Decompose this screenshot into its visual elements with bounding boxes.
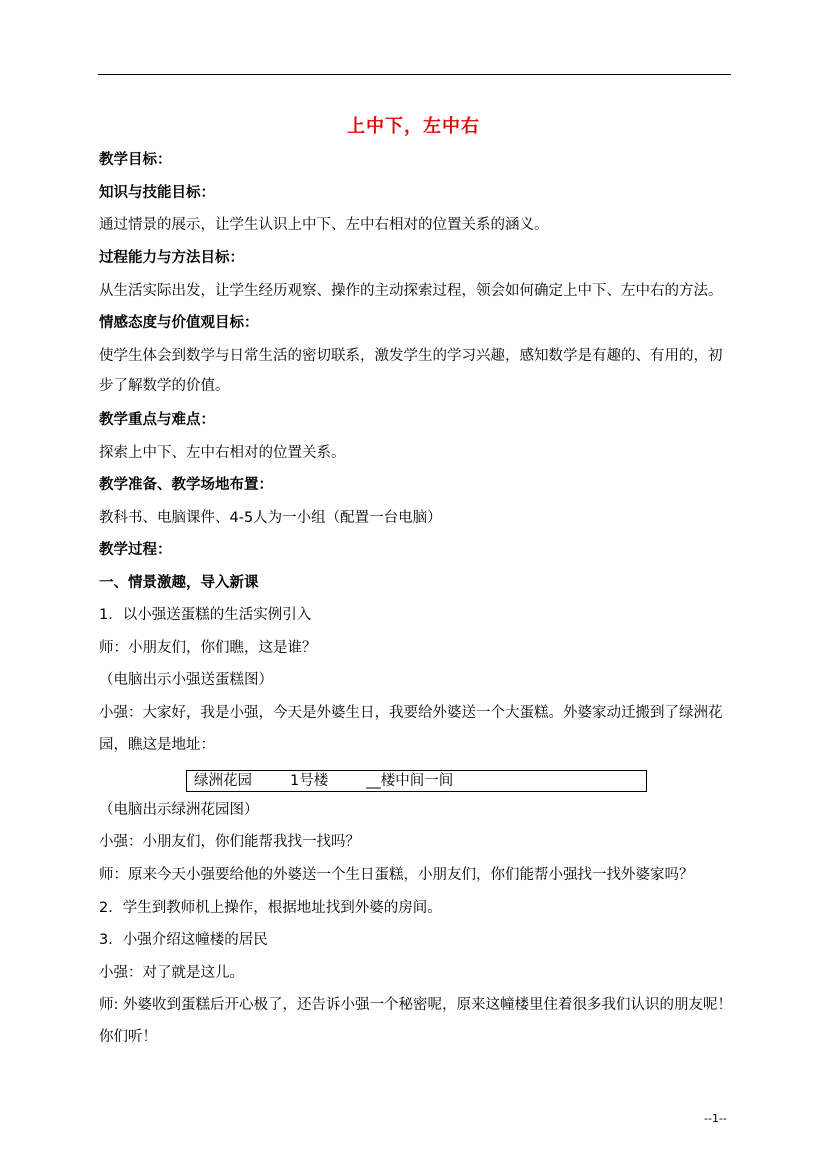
address-building: 1号楼 <box>290 773 329 789</box>
page-number: --1-- <box>704 1112 727 1125</box>
note-line-2: （电脑出示绿洲花园图） <box>99 802 259 818</box>
xiaoqiang-line-3: 小强：对了就是这儿。 <box>99 965 244 981</box>
xiaoqiang-line-2: 小强：小朋友们，你们能帮我找一找吗？ <box>99 834 360 850</box>
teacher-line-3b: 你们听！ <box>99 1029 157 1045</box>
procedure-heading: 教学过程： <box>99 542 172 558</box>
prep-text: 教科书、电脑课件、4-5人为一小组（配置一台电脑） <box>99 510 442 526</box>
emotion-text-line2: 步了解数学的价值。 <box>99 378 230 394</box>
note-line-1: （电脑出示小强送蛋糕图） <box>99 672 273 688</box>
emotion-heading: 情感态度与价值观目标： <box>99 315 259 331</box>
key-heading: 教学重点与难点： <box>99 412 215 428</box>
key-text: 探索上中下、左中右相对的位置关系。 <box>99 445 346 461</box>
xiaoqiang-line-1b: 园，瞧这是地址： <box>99 737 215 753</box>
step2-text: 2．学生到教师机上操作，根据地址找到外婆的房间。 <box>99 900 442 916</box>
address-floor: __楼中间一间 <box>366 773 454 789</box>
header-rule <box>98 74 731 75</box>
teacher-line-3a: 师: 外婆收到蛋糕后开心极了，还告诉小强一个秘密呢，原来这幢楼里住着很多我们认识的朋友呢！ <box>99 997 732 1013</box>
prep-heading: 教学准备、教学场地布置： <box>99 477 273 493</box>
address-box <box>186 770 647 792</box>
goal-heading: 教学目标： <box>99 152 172 168</box>
address-text <box>194 769 453 790</box>
step3-text: 3．小强介绍这幢楼的居民 <box>99 932 268 948</box>
teacher-line-1: 师：小朋友们，你们瞧，这是谁？ <box>99 640 317 656</box>
process-heading: 过程能力与方法目标： <box>99 250 244 266</box>
step1-text: 1．以小强送蛋糕的生活实例引入 <box>99 607 312 623</box>
address-garden: 绿洲花园 <box>194 773 252 789</box>
xiaoqiang-line-1a: 小强：大家好，我是小强，今天是外婆生日，我要给外婆送一个大蛋糕。外婆家动迁搬到了绿洲花 <box>99 705 723 721</box>
teacher-line-2: 师：原来今天小强要给他的外婆送一个生日蛋糕，小朋友们，你们能帮小强找一找外婆家吗？ <box>99 867 694 883</box>
emotion-text-line1: 使学生体会到数学与日常生活的密切联系，激发学生的学习兴趣，感知数学是有趣的、有用的，初 <box>99 348 723 364</box>
document-title: 上中下，左中右 <box>347 116 480 137</box>
process-text: 从生活实际出发，让学生经历观察、操作的主动探索过程，领会如何确定上中下、左中右的方法。 <box>99 283 723 299</box>
knowledge-heading: 知识与技能目标： <box>99 185 215 201</box>
knowledge-text: 通过情景的展示，让学生认识上中下、左中右相对的位置关系的涵义。 <box>99 217 549 233</box>
part1-heading: 一、情景激趣，导入新课 <box>99 575 259 591</box>
